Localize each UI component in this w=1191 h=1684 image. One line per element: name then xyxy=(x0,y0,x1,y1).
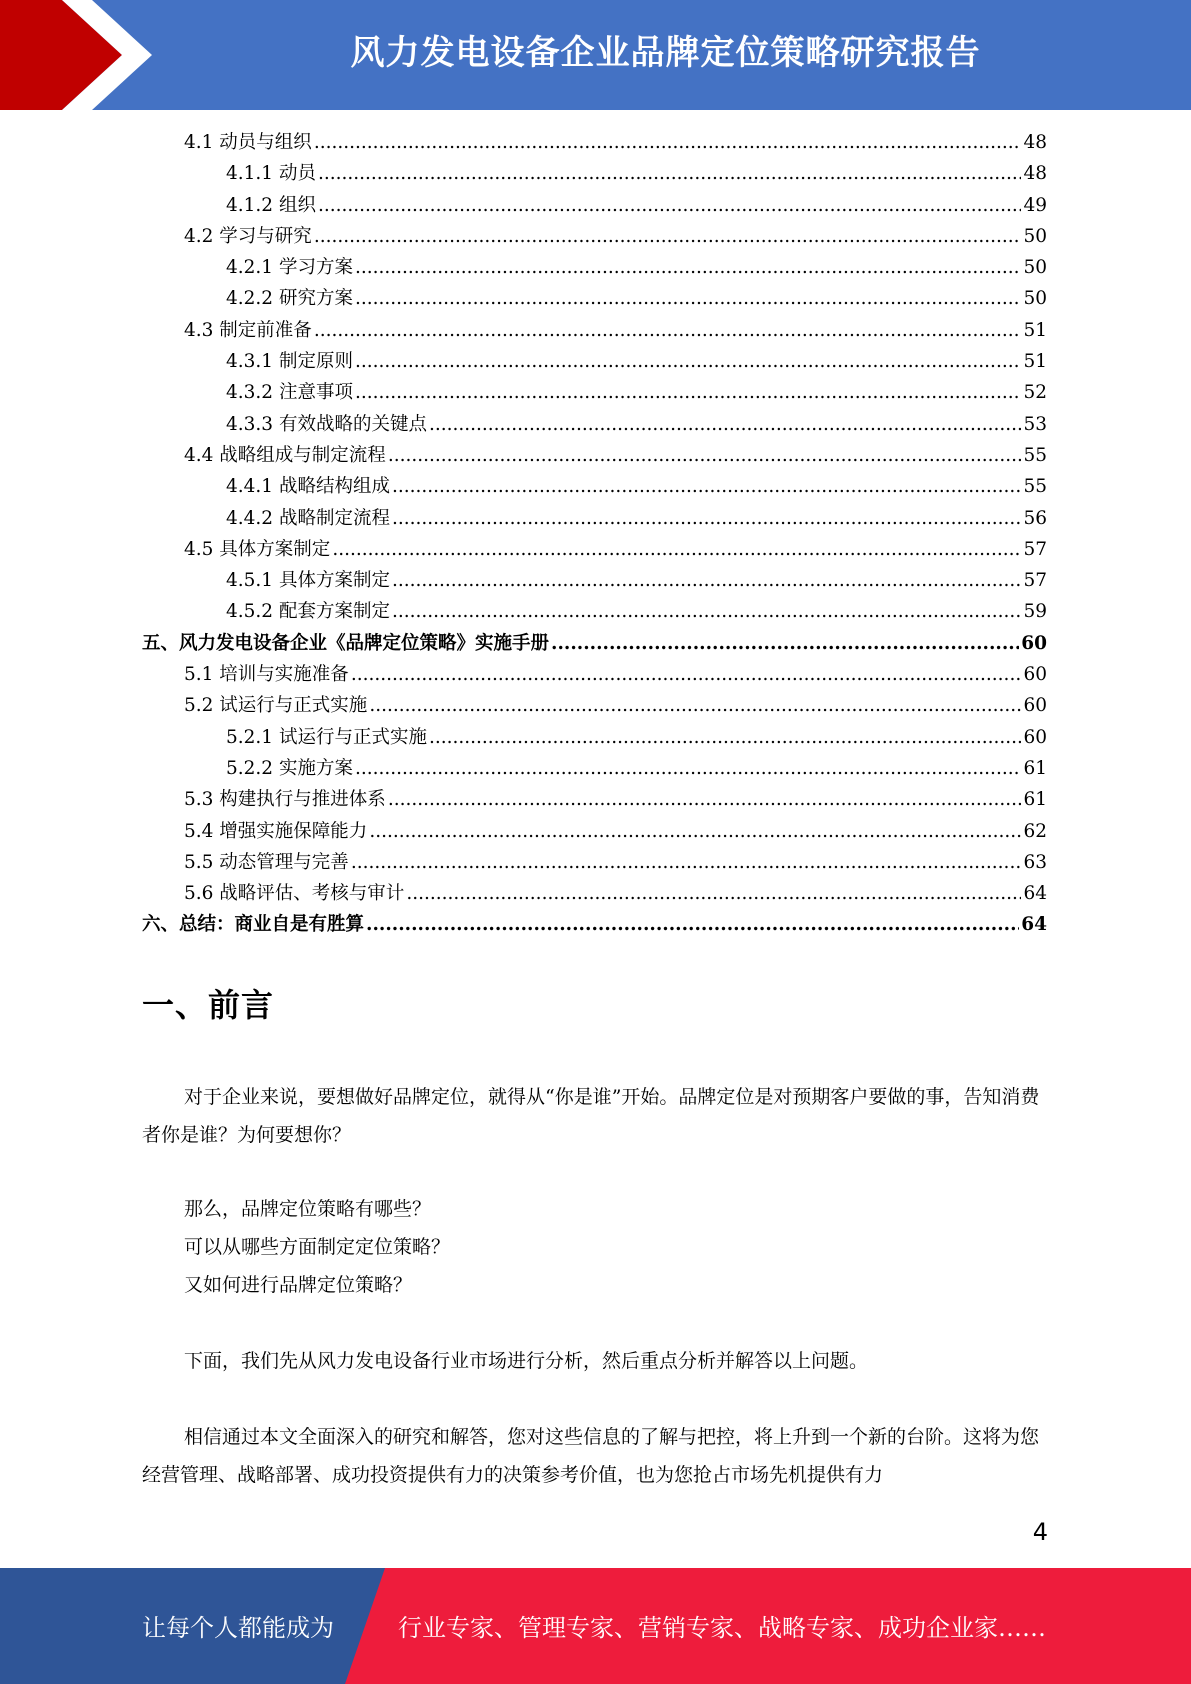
toc-entry[interactable] xyxy=(142,565,1047,596)
toc-entry-page: 53 xyxy=(1023,413,1047,435)
toc-entry-label: 4.1.2 组织 xyxy=(226,194,316,216)
toc-entry[interactable] xyxy=(142,628,1047,659)
toc-entry[interactable] xyxy=(142,659,1047,690)
toc-dot-leader xyxy=(429,722,1021,753)
toc-entry[interactable] xyxy=(142,816,1047,847)
toc-entry-page: 59 xyxy=(1023,601,1047,623)
toc-entry-label: 4.5.1 具体方案制定 xyxy=(226,570,390,592)
toc-entry-page: 60 xyxy=(1023,695,1047,717)
toc-entry[interactable] xyxy=(142,534,1047,565)
toc-entry-page: 51 xyxy=(1023,319,1047,341)
toc-entry-label: 5.3 构建执行与推进体系 xyxy=(184,789,386,811)
toc-entry-label: 4.5 具体方案制定 xyxy=(184,538,331,560)
toc-dot-leader xyxy=(392,503,1021,534)
toc-entry-page: 62 xyxy=(1023,820,1047,842)
toc-entry-page: 48 xyxy=(1023,132,1047,153)
toc-entry-page: 63 xyxy=(1023,851,1047,873)
toc-entry[interactable] xyxy=(142,315,1047,346)
toc-entry[interactable] xyxy=(142,847,1047,878)
report-title: 风力发电设备企业品牌定位策略研究报告 xyxy=(350,33,981,73)
toc-entry-page: 55 xyxy=(1023,444,1047,466)
toc-entry-label: 4.2.1 学习方案 xyxy=(226,257,353,279)
toc-entry-page: 50 xyxy=(1023,288,1047,310)
toc-entry-label: 5.2.2 实施方案 xyxy=(226,757,353,779)
toc-entry-label: 5.5 动态管理与完善 xyxy=(184,851,349,873)
toc-entry-label: 4.3.2 注意事项 xyxy=(226,382,353,404)
toc-dot-leader xyxy=(355,283,1022,314)
toc-dot-leader xyxy=(366,909,1019,940)
toc-entry[interactable] xyxy=(142,127,1047,158)
toc-entry-page: 55 xyxy=(1023,476,1047,498)
toc-entry-label: 4.5.2 配套方案制定 xyxy=(226,601,390,623)
conclusion-paragraph: 相信通过本文全面深入的研究和解答，您对这些信息的了解与把控，将上升到一个新的台阶。这将为您经营管理、战略部署、成功投资提供有力的决策参考价值，也为您抢占市场先机提供有力 xyxy=(142,1426,1040,1486)
toc-entry-page: 49 xyxy=(1023,194,1047,216)
toc-dot-leader xyxy=(351,659,1022,690)
toc-entry-page: 60 xyxy=(1023,664,1047,686)
footer-slogan-right: 行业专家、管理专家、营销专家、战略专家、成功企业家…… xyxy=(398,1614,1046,1642)
toc-entry[interactable] xyxy=(142,753,1047,784)
toc-entry-label: 4.2.2 研究方案 xyxy=(226,288,353,310)
toc-entry-label: 5.6 战略评估、考核与审计 xyxy=(184,883,405,905)
toc-entry-label: 4.4 战略组成与制定流程 xyxy=(184,444,386,466)
toc-entry[interactable] xyxy=(142,690,1047,721)
toc-entry-label: 4.1.1 动员 xyxy=(226,163,316,185)
toc-entry-page: 51 xyxy=(1023,351,1047,373)
section-heading: 一、前言 xyxy=(142,986,275,1024)
toc-dot-leader xyxy=(355,377,1022,408)
toc-entry-page: 61 xyxy=(1023,789,1047,811)
chevron-arrow-icon xyxy=(0,0,152,110)
intro-paragraph: 对于企业来说，要想做好品牌定位，就得从“你是谁”开始。品牌定位是对预期客户要做的事，告知消费者你是谁？为何要想你？ xyxy=(142,1086,1040,1146)
toc-dot-leader xyxy=(392,565,1021,596)
toc-dot-leader xyxy=(355,346,1022,377)
toc-dot-leader xyxy=(369,816,1021,847)
toc-entry[interactable] xyxy=(142,909,1047,940)
toc-entry-label: 4.2 学习与研究 xyxy=(184,225,312,247)
question-line-2: 可以从哪些方面制定定位策略？ xyxy=(184,1236,451,1258)
toc-dot-leader xyxy=(332,534,1021,565)
toc-entry[interactable] xyxy=(142,346,1047,377)
toc-dot-leader xyxy=(355,252,1022,283)
footer-slogan-left: 让每个人都能成为 xyxy=(142,1614,334,1642)
toc-dot-leader xyxy=(318,190,1022,221)
toc-dot-leader xyxy=(314,315,1022,346)
toc-dot-leader xyxy=(314,127,1022,158)
toc-entry[interactable] xyxy=(142,440,1047,471)
toc-entry[interactable] xyxy=(142,722,1047,753)
toc-entry[interactable] xyxy=(142,471,1047,502)
table-of-contents xyxy=(142,127,1047,941)
toc-dot-leader xyxy=(388,784,1022,815)
toc-dot-leader xyxy=(314,221,1022,252)
toc-dot-leader xyxy=(351,847,1022,878)
toc-entry-page: 48 xyxy=(1023,163,1047,185)
toc-entry[interactable] xyxy=(142,190,1047,221)
toc-entry[interactable] xyxy=(142,596,1047,627)
toc-entry-page: 52 xyxy=(1023,382,1047,404)
toc-entry-label: 4.3 制定前准备 xyxy=(184,319,312,341)
toc-entry-label: 4.4.2 战略制定流程 xyxy=(226,507,390,529)
header-banner xyxy=(0,0,1191,110)
toc-dot-leader xyxy=(318,158,1022,189)
toc-dot-leader xyxy=(551,628,1019,659)
toc-entry[interactable] xyxy=(142,784,1047,815)
toc-entry[interactable] xyxy=(142,878,1047,909)
toc-dot-leader xyxy=(392,471,1021,502)
toc-entry[interactable] xyxy=(142,503,1047,534)
toc-entry-page: 50 xyxy=(1023,225,1047,247)
toc-entry-label: 五、风力发电设备企业《品牌定位策略》实施手册 xyxy=(142,632,550,654)
toc-dot-leader xyxy=(388,440,1022,471)
toc-dot-leader xyxy=(392,596,1021,627)
toc-entry[interactable] xyxy=(142,377,1047,408)
toc-entry[interactable] xyxy=(142,158,1047,189)
footer-banner xyxy=(0,1568,1191,1684)
toc-entry-label: 4.4.1 战略结构组成 xyxy=(226,476,390,498)
toc-entry[interactable] xyxy=(142,252,1047,283)
toc-dot-leader xyxy=(369,690,1021,721)
toc-dot-leader xyxy=(429,409,1021,440)
toc-entry-label: 4.1 动员与组织 xyxy=(184,132,312,153)
toc-entry-label: 5.2 试运行与正式实施 xyxy=(184,695,368,717)
toc-entry[interactable] xyxy=(142,221,1047,252)
question-line-3: 又如何进行品牌定位策略？ xyxy=(184,1274,413,1296)
toc-entry[interactable] xyxy=(142,409,1047,440)
toc-entry-label: 5.2.1 试运行与正式实施 xyxy=(226,726,427,748)
analysis-paragraph: 下面，我们先从风力发电设备行业市场进行分析，然后重点分析并解答以上问题。 xyxy=(184,1350,869,1372)
toc-dot-leader xyxy=(406,878,1021,909)
toc-entry[interactable] xyxy=(142,283,1047,314)
toc-entry-page: 64 xyxy=(1023,883,1047,905)
toc-entry-label: 5.4 增强实施保障能力 xyxy=(184,820,368,842)
toc-entry-page: 56 xyxy=(1023,507,1047,529)
toc-entry-label: 六、总结：商业自是有胜算 xyxy=(142,914,365,936)
toc-dot-leader xyxy=(355,753,1022,784)
toc-entry-page: 64 xyxy=(1021,914,1047,936)
toc-entry-page: 60 xyxy=(1021,632,1047,654)
toc-entry-page: 57 xyxy=(1023,570,1047,592)
toc-entry-page: 61 xyxy=(1023,757,1047,779)
toc-entry-page: 57 xyxy=(1023,538,1047,560)
toc-entry-label: 5.1 培训与实施准备 xyxy=(184,664,349,686)
toc-entry-page: 50 xyxy=(1023,257,1047,279)
toc-entry-page: 60 xyxy=(1023,726,1047,748)
toc-entry-label: 4.3.3 有效战略的关键点 xyxy=(226,413,427,435)
question-line-1: 那么，品牌定位策略有哪些？ xyxy=(184,1198,432,1220)
page-number: 4 xyxy=(1032,1518,1048,1546)
toc-entry-label: 4.3.1 制定原则 xyxy=(226,351,353,373)
